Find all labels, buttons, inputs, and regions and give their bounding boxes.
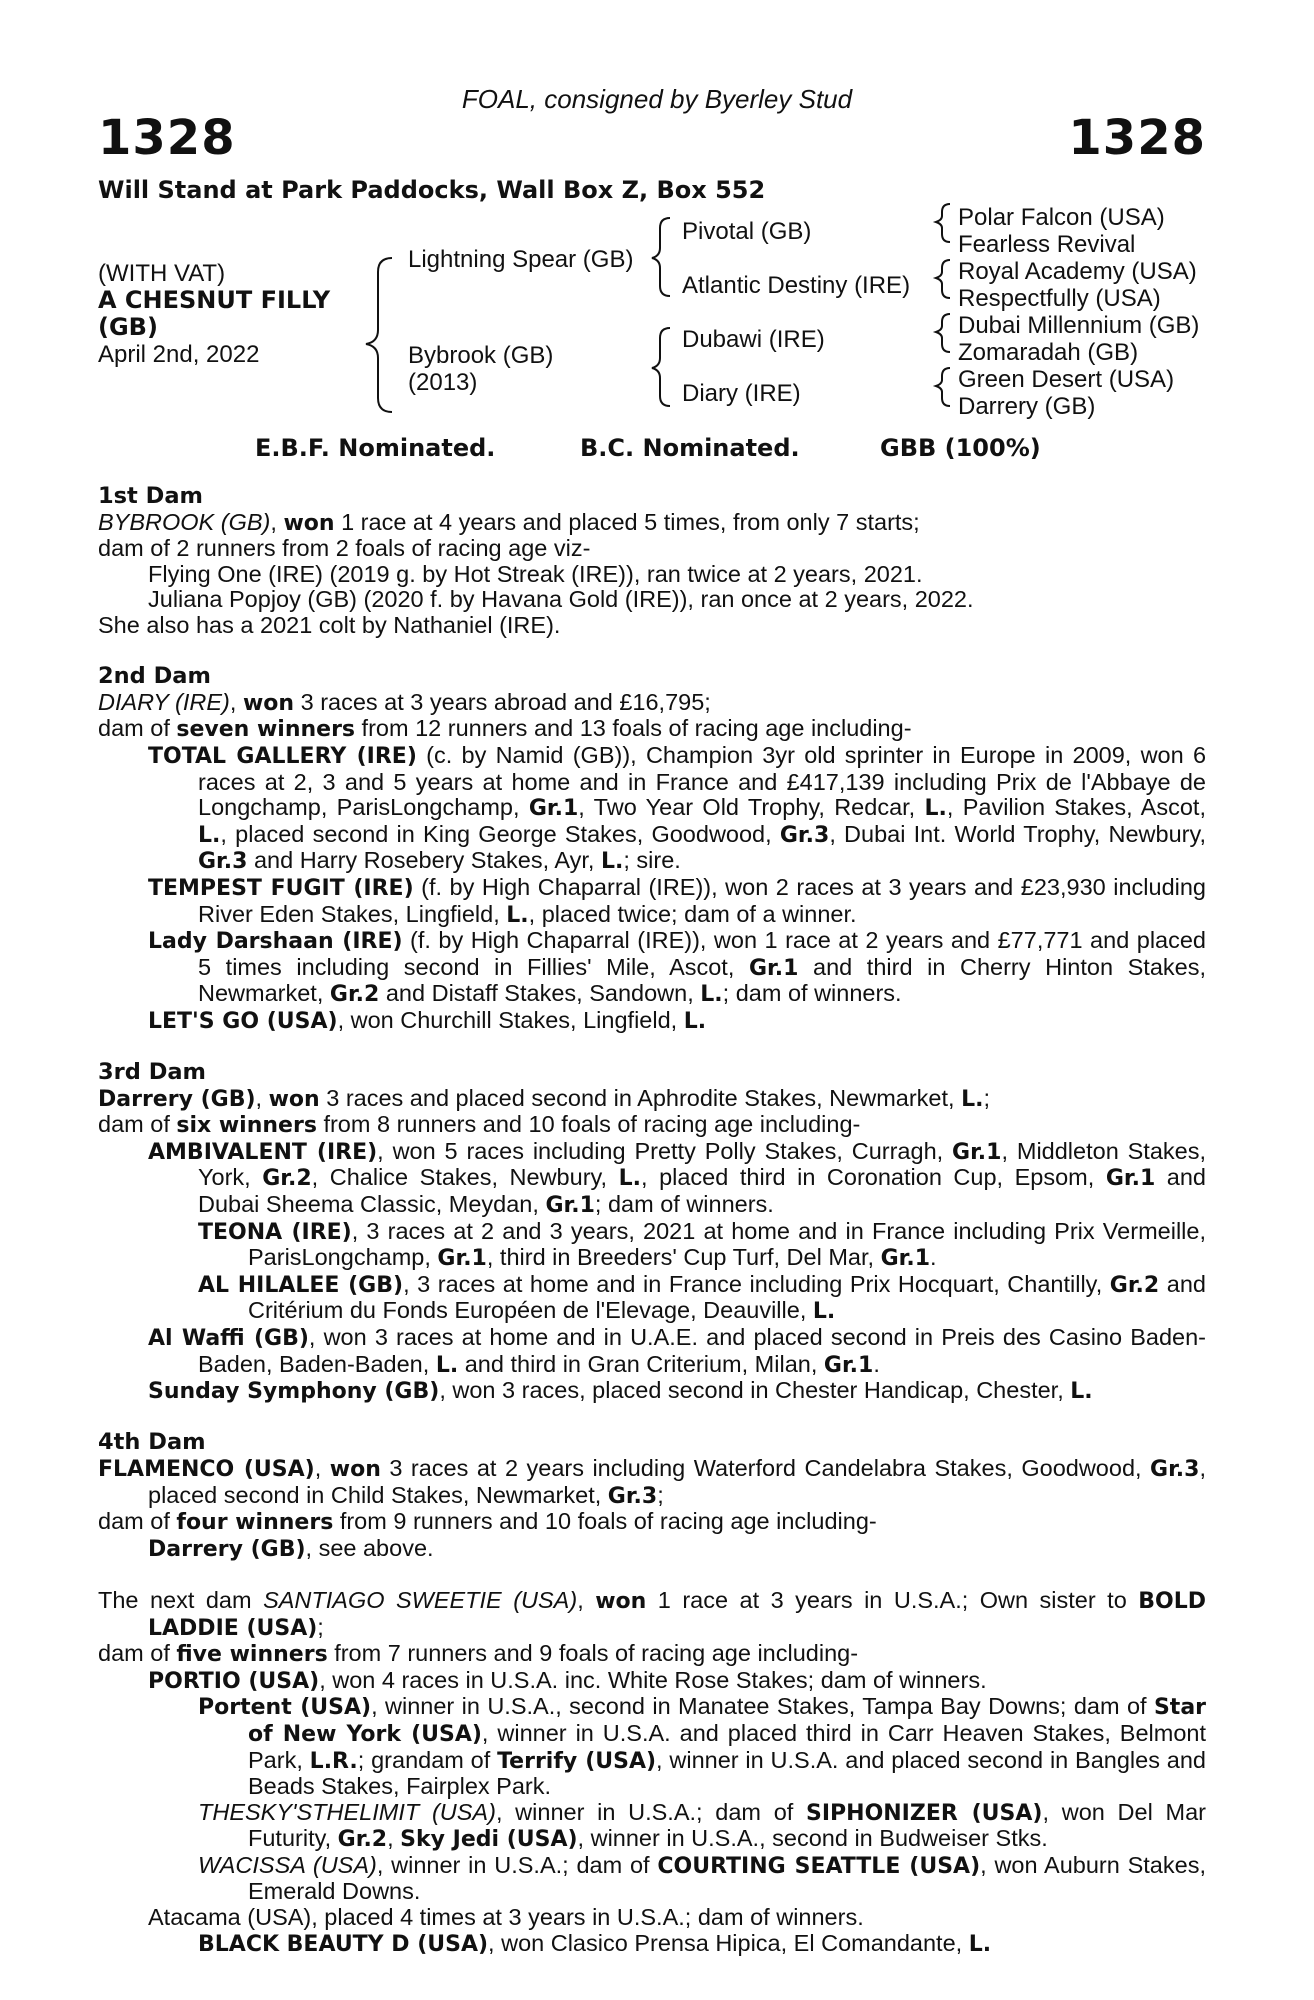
dam: Bybrook (GB) — [408, 342, 554, 369]
third-dam-summary: Darrery (GB), won 3 races and placed second in Aphrodite Stakes, Newmarket, L.; — [98, 1084, 990, 1112]
consignment-line: FOAL, consigned by Byerley Stud — [461, 84, 853, 114]
entry-atacama: Atacama (USA), placed 4 times at 3 years in U.S.A.; dam of winners. — [148, 1904, 864, 1931]
first-dam-foal-3: She also has a 2021 colt by Nathaniel (IRE). — [98, 611, 561, 638]
sire-dam: Atlantic Destiny (IRE) — [682, 272, 911, 299]
dam-dam: Diary (IRE) — [682, 380, 801, 407]
vat-note: (WITH VAT) — [98, 260, 226, 287]
first-dam-heading: 1st Dam — [98, 483, 203, 509]
entry-al-waffi: Al Waffi (GB), won 3 races at home and in U.A.E. and placed second in Preis des Casino Baden-Baden, Baden-Baden, L. and third in Gran Criterium, Milan, Gr.1. — [148, 1324, 1206, 1378]
dam-year: (2013) — [408, 369, 478, 396]
entry-al-hilalee: AL HILALEE (GB), 3 races at home and in France including Prix Hocquart, Chantilly, Gr.2 and Critérium du Fonds Européen de l'Elevage, Deauville, L. — [198, 1270, 1206, 1325]
entry-wacissa: WACISSA (USA), winner in U.S.A.; dam of COURTING SEATTLE (USA), won Auburn Stakes, Emerald Downs. — [198, 1851, 1206, 1905]
entry-ambivalent: AMBIVALENT (IRE), won 5 races including Pretty Polly Stakes, Curragh, Gr.1, Middleton Stakes, York, Gr.2, Chalice Stakes, Newbury, L., placed third in Coronation Cup, Epsom, Gr.1 and Dubai Sheema Classic, Meydan, Gr.1; dam of winners. — [148, 1137, 1206, 1219]
third-dam-produce: dam of six winners from 8 runners and 10 foals of racing age including- — [98, 1111, 861, 1139]
fourth-dam-produce: dam of four winners from 9 runners and 10 foals of racing age including- — [98, 1508, 877, 1536]
first-dam-foal-2: Juliana Popjoy (GB) (2020 f. by Havana Gold (IRE)), ran once at 2 years, 2022. — [148, 586, 974, 613]
entry-lets-go: LET'S GO (USA), won Churchill Stakes, Lingfield, L. — [148, 1006, 707, 1034]
first-dam-foal-1: Flying One (IRE) (2019 g. by Hot Streak (IRE)), ran twice at 2 years, 2021. — [148, 560, 923, 587]
gg-2: Fearless Revival — [958, 231, 1136, 258]
entry-lady-darshaan: Lady Darshaan (IRE) (f. by High Chaparral (IRE)), won 1 race at 2 years and £77,771 and placed 5 times including second in Fillies' Mile, Ascot, Gr.1 and third in Cherry Hinton Stakes, Newmarket, Gr.2 and Distaff Stakes, Sandown, L.; dam of winners. — [148, 927, 1207, 1008]
second-dam-produce: dam of seven winners from 12 runners and 13 foals of racing age including- — [98, 715, 912, 743]
entry-theskysthelimit: THESKY'STHELIMIT (USA), winner in U.S.A.; dam of SIPHONIZER (USA), won Del Mar Futurity, Gr.2, Sky Jedi (USA), winner in U.S.A., second in Budweiser Stks. — [198, 1798, 1206, 1853]
entry-portio: PORTIO (USA), won 4 races in U.S.A. inc. White Rose Stakes; dam of winners. — [148, 1666, 987, 1694]
fourth-dam-summary: FLAMENCO (USA), won 3 races at 2 years including Waterford Candelabra Stakes, Goodwood, Gr.3, placed second in Child Stakes, Newmarket, Gr.3; — [98, 1454, 1206, 1509]
gg-4: Respectfully (USA) — [958, 285, 1161, 312]
first-dam-summary: BYBROOK (GB), won 1 race at 4 years and placed 5 times, from only 7 starts; — [98, 508, 920, 536]
second-dam-heading: 2nd Dam — [98, 663, 211, 690]
gg-3: Royal Academy (USA) — [958, 258, 1197, 285]
entry-portent: Portent (USA), winner in U.S.A., second in Manatee Stakes, Tampa Bay Downs; dam of Star of New York (USA), winner in U.S.A. and placed third in Carr Heaven Stakes, Belmont Park, L.R.; grandam of Terrify (USA), winner in U.S.A. and placed second in Bangles and Beads Stakes, Fairplex Park. — [198, 1693, 1207, 1800]
gg-8: Darrery (GB) — [958, 393, 1096, 420]
entry-teona: TEONA (IRE), 3 races at 2 and 3 years, 2021 at home and in France including Prix Vermeille, ParisLongchamp, Gr.1, third in Breeders' Cup Turf, Del Mar, Gr.1. — [198, 1217, 1206, 1272]
lot-number-right: 1328 — [1068, 110, 1206, 166]
entry-total-gallery: TOTAL GALLERY (IRE) (c. by Namid (GB)), Champion 3yr old sprinter in Europe in 2009, won 6 races at 2, 3 and 5 years at home and in France and £417,139 including Prix de l'Abbaye de Longchamp, ParisLongchamp, Gr.1, Two Year Old Trophy, Redcar, L., Pavilion Stakes, Ascot, L., placed second in King George Stakes, Goodwood, Gr.3, Dubai Int. World Trophy, Newbury, Gr.3 and Harry Rosebery Stakes, Ayr, L.; sire. — [148, 741, 1207, 875]
gg-5: Dubai Millennium (GB) — [958, 312, 1200, 339]
gg-1: Polar Falcon (USA) — [958, 204, 1165, 231]
lot-name: A CHESNUT FILLY — [98, 286, 331, 314]
next-dam-produce: dam of five winners from 7 runners and 9 foals of racing age including- — [98, 1640, 859, 1668]
stand-location: Will Stand at Park Paddocks, Wall Box Z, Box 552 — [98, 176, 766, 204]
bc-nomination: B.C. Nominated. — [580, 434, 800, 462]
dam-sire: Dubawi (IRE) — [682, 326, 825, 353]
foaling-date: April 2nd, 2022 — [98, 341, 260, 368]
first-dam-produce: dam of 2 runners from 2 foals of racing age viz- — [98, 535, 591, 562]
entry-tempest-fugit: TEMPEST FUGIT (IRE) (f. by High Chaparral (IRE)), won 2 races at 3 years and £23,930 including River Eden Stakes, Lingfield, L., placed twice; dam of a winner. — [148, 873, 1206, 928]
ebf-nomination: E.B.F. Nominated. — [255, 434, 496, 462]
entry-black-beauty: BLACK BEAUTY D (USA), won Clasico Prensa Hipica, El Comandante, L. — [198, 1929, 992, 1957]
gg-7: Green Desert (USA) — [958, 366, 1175, 393]
gbb-rating: GBB (100%) — [880, 434, 1041, 462]
gg-6: Zomaradah (GB) — [958, 339, 1139, 366]
second-dam-summary: DIARY (IRE), won 3 races at 3 years abroad and £16,795; — [98, 688, 711, 716]
third-dam-heading: 3rd Dam — [98, 1059, 206, 1086]
entry-sunday-symphony: Sunday Symphony (GB), won 3 races, placed second in Chester Handicap, Chester, L. — [148, 1377, 1093, 1405]
lot-number-left: 1328 — [98, 110, 236, 166]
lot-name-country: (GB) — [98, 313, 158, 341]
sire: Lightning Spear (GB) — [408, 246, 634, 273]
catalogue-body — [98, 484, 1206, 1957]
sire-sire: Pivotal (GB) — [682, 218, 812, 245]
next-dam-summary: The next dam SANTIAGO SWEETIE (USA), won 1 race at 3 years in U.S.A.; Own sister to BOLD LADDIE (USA); — [98, 1586, 1207, 1641]
fourth-dam-heading: 4th Dam — [98, 1429, 206, 1456]
entry-darrery: Darrery (GB), see above. — [148, 1534, 434, 1562]
